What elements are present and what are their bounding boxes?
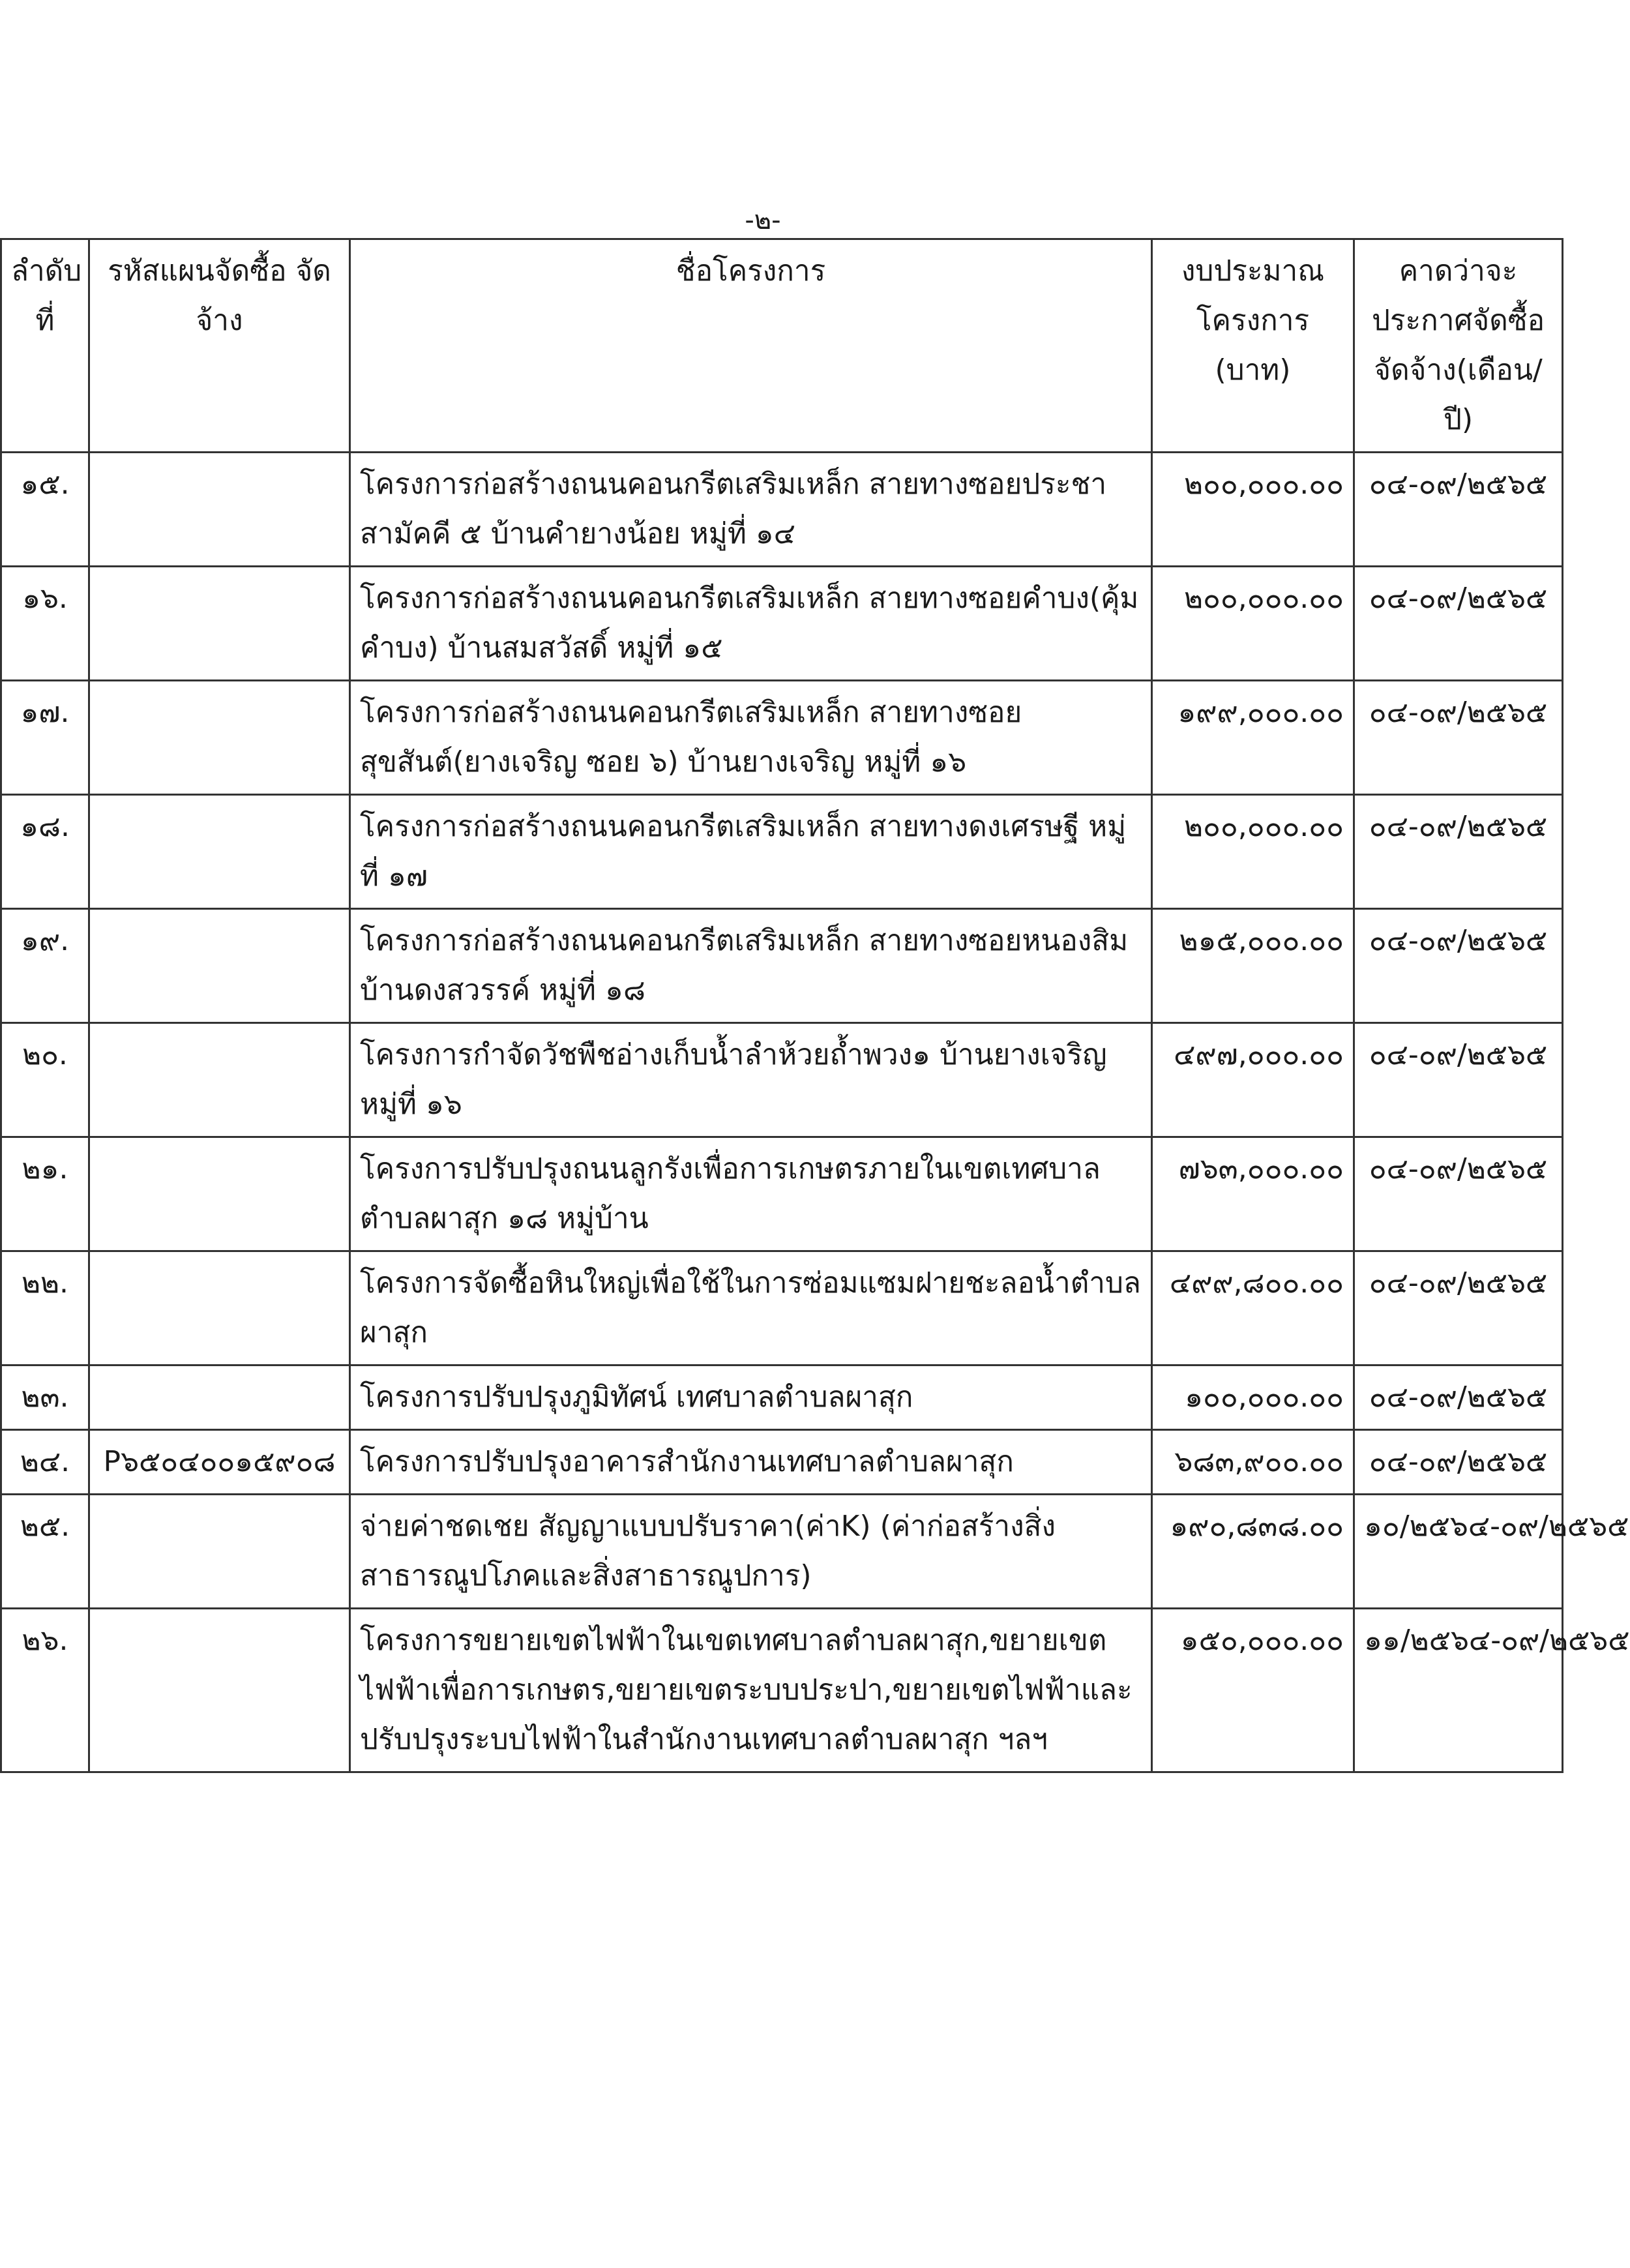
cell-order: ๒๒. [1,1251,89,1365]
cell-plan-code [89,1023,350,1137]
cell-project-name: โครงการขยายเขตไฟฟ้าในเขตเทศบาลตำบลผาสุก,ขยายเขตไฟฟ้าเพื่อการเกษตร,ขยายเขตระบบประปา,ขยายเขตไฟฟ้าและปรับปรุงระบบไฟฟ้าในสำนักงานเทศบาลตำบลผาสุก ฯลฯ [350,1609,1152,1772]
cell-plan-code: P๖๕๐๔๐๐๑๕๙๐๘ [89,1430,350,1495]
cell-project-name: โครงการจัดซื้อหินใหญ่เพื่อใช้ในการซ่อมแซมฝายชะลอน้ำตำบลผาสุก [350,1251,1152,1365]
cell-expected-date: ๐๔-๐๙/๒๕๖๕ [1354,1023,1563,1137]
table-row [1,795,1563,909]
cell-order: ๑๖. [1,567,89,681]
cell-budget: ๖๘๓,๙๐๐.๐๐ [1152,1430,1354,1495]
cell-expected-date: ๐๔-๐๙/๒๕๖๕ [1354,1365,1563,1430]
cell-order: ๒๖. [1,1609,89,1772]
cell-budget: ๑๕๐,๐๐๐.๐๐ [1152,1609,1354,1772]
cell-plan-code [89,567,350,681]
table-row [1,1495,1563,1609]
table-row [1,1430,1563,1495]
cell-budget: ๒๐๐,๐๐๐.๐๐ [1152,453,1354,567]
cell-plan-code [89,795,350,909]
cell-order: ๒๑. [1,1137,89,1251]
cell-plan-code [89,909,350,1023]
table-row [1,1251,1563,1365]
cell-project-name: โครงการก่อสร้างถนนคอนกรีตเสริมเหล็ก สายทางซอยคำบง(คุ้มคำบง) บ้านสมสวัสดิ์ หมู่ที่ ๑๕ [350,567,1152,681]
cell-plan-code [89,1137,350,1251]
cell-expected-date: ๐๔-๐๙/๒๕๖๕ [1354,1251,1563,1365]
cell-budget: ๒๐๐,๐๐๐.๐๐ [1152,567,1354,681]
cell-expected-date: ๑๐/๒๕๖๔-๐๙/๒๕๖๕ [1354,1495,1563,1609]
header-order: ลำดับ ที่ [1,239,89,453]
cell-project-name: โครงการก่อสร้างถนนคอนกรีตเสริมเหล็ก สายทางซอยสุขสันต์(ยางเจริญ ซอย ๖) บ้านยางเจริญ หมู่ที่ ๑๖ [350,681,1152,795]
cell-project-name: โครงการปรับปรุงอาคารสำนักงานเทศบาลตำบลผาสุก [350,1430,1152,1495]
cell-budget: ๑๐๐,๐๐๐.๐๐ [1152,1365,1354,1430]
cell-budget: ๔๙๙,๘๐๐.๐๐ [1152,1251,1354,1365]
cell-expected-date: ๐๔-๐๙/๒๕๖๕ [1354,1137,1563,1251]
cell-plan-code [89,1365,350,1430]
cell-order: ๒๕. [1,1495,89,1609]
cell-project-name: โครงการก่อสร้างถนนคอนกรีตเสริมเหล็ก สายทางซอยประชาสามัคคี ๕ บ้านคำยางน้อย หมู่ที่ ๑๔ [350,453,1152,567]
table-header-row [1,239,1563,453]
cell-expected-date: ๐๔-๐๙/๒๕๖๕ [1354,453,1563,567]
cell-budget: ๑๙๙,๐๐๐.๐๐ [1152,681,1354,795]
cell-plan-code [89,681,350,795]
cell-expected-date: ๐๔-๐๙/๒๕๖๕ [1354,681,1563,795]
header-expected-date: คาดว่าจะ ประกาศจัดซื้อ จัดจ้าง(เดือน/ ปี) [1354,239,1563,453]
cell-order: ๒๐. [1,1023,89,1137]
cell-order: ๒๓. [1,1365,89,1430]
cell-project-name: โครงการกำจัดวัชพืชอ่างเก็บน้ำลำห้วยถ้ำพวง๑ บ้านยางเจริญ หมู่ที่ ๑๖ [350,1023,1152,1137]
cell-budget: ๗๖๓,๐๐๐.๐๐ [1152,1137,1354,1251]
cell-project-name: โครงการก่อสร้างถนนคอนกรีตเสริมเหล็ก สายทางซอยหนองสิม บ้านดงสวรรค์ หมู่ที่ ๑๘ [350,909,1152,1023]
cell-order: ๑๘. [1,795,89,909]
cell-expected-date: ๐๔-๐๙/๒๕๖๕ [1354,1430,1563,1495]
table-row [1,453,1563,567]
cell-plan-code [89,453,350,567]
table-row [1,909,1563,1023]
cell-order: ๒๔. [1,1430,89,1495]
cell-budget: ๒๑๕,๐๐๐.๐๐ [1152,909,1354,1023]
cell-project-name: โครงการก่อสร้างถนนคอนกรีตเสริมเหล็ก สายทางดงเศรษฐี หมู่ที่ ๑๗ [350,795,1152,909]
cell-order: ๑๙. [1,909,89,1023]
cell-project-name: จ่ายค่าชดเชย สัญญาแบบปรับราคา(ค่าK) (ค่าก่อสร้างสิ่งสาธารณูปโภคและสิ่งสาธารณูปการ) [350,1495,1152,1609]
cell-expected-date: ๐๔-๐๙/๒๕๖๕ [1354,795,1563,909]
cell-order: ๑๕. [1,453,89,567]
header-project-name: ชื่อโครงการ [350,239,1152,453]
cell-budget: ๒๐๐,๐๐๐.๐๐ [1152,795,1354,909]
procurement-plan-table [0,238,1630,1773]
table-row [1,1137,1563,1251]
header-plan-code: รหัสแผนจัดซื้อ จัดจ้าง [89,239,350,453]
cell-expected-date: ๐๔-๐๙/๒๕๖๕ [1354,909,1563,1023]
cell-plan-code [89,1495,350,1609]
cell-budget: ๔๙๗,๐๐๐.๐๐ [1152,1023,1354,1137]
header-budget: งบประมาณ โครงการ (บาท) [1152,239,1354,453]
cell-order: ๑๗. [1,681,89,795]
table-row [1,567,1563,681]
cell-expected-date: ๑๑/๒๕๖๔-๐๙/๒๕๖๕ [1354,1609,1563,1772]
table-row [1,1365,1563,1430]
table-row [1,1023,1563,1137]
cell-expected-date: ๐๔-๐๙/๒๕๖๕ [1354,567,1563,681]
table-row [1,1609,1563,1772]
cell-plan-code [89,1609,350,1772]
page-number: -๒- [745,205,781,235]
table-row [1,681,1563,795]
cell-project-name: โครงการปรับปรุงภูมิทัศน์ เทศบาลตำบลผาสุก [350,1365,1152,1430]
cell-budget: ๑๙๐,๘๓๘.๐๐ [1152,1495,1354,1609]
cell-plan-code [89,1251,350,1365]
cell-project-name: โครงการปรับปรุงถนนลูกรังเพื่อการเกษตรภายในเขตเทศบาลตำบลผาสุก ๑๘ หมู่บ้าน [350,1137,1152,1251]
